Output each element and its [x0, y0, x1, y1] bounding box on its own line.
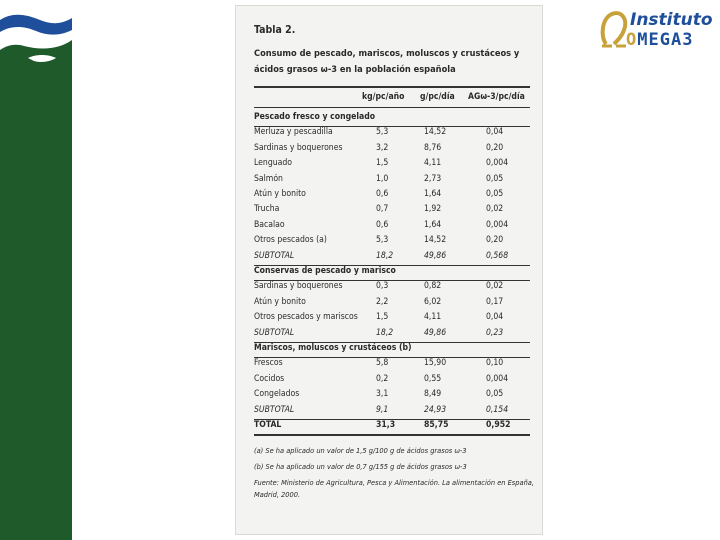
- table-cell: 18,2: [376, 327, 394, 338]
- table-cell: Trucha: [254, 204, 280, 215]
- logo-text-instituto: Instituto: [630, 10, 713, 30]
- table-row: [254, 127, 530, 142]
- col-header-kg: kg/pc/año: [362, 92, 405, 102]
- table-cell: 0,05: [486, 189, 504, 199]
- table-row: [254, 389, 530, 404]
- table-cell: 0,05: [486, 389, 504, 400]
- rule-section: [254, 357, 530, 358]
- table-cell: 0,2: [376, 373, 389, 384]
- logo-text-omega-o: O: [626, 30, 638, 50]
- table-cell: Otros pescados (a): [254, 235, 327, 246]
- wave-logo-icon: [0, 0, 72, 80]
- table-cell: 0,004: [486, 219, 509, 230]
- col-header-ag: AGω-3/pc/día: [468, 92, 525, 102]
- table-row: [254, 220, 530, 235]
- table-row: [254, 143, 530, 158]
- table-cell: 85,75: [424, 420, 449, 430]
- table-cell: 3,1: [376, 389, 389, 400]
- table-cell: 49,86: [424, 327, 447, 338]
- table-cell: 0,20: [486, 142, 504, 153]
- table-row: [254, 312, 530, 327]
- table-cell: 14,52: [424, 235, 447, 246]
- table-cell: Cocidos: [254, 373, 285, 384]
- table-cell: 1,5: [376, 312, 389, 323]
- table-cell: 0,82: [424, 281, 442, 292]
- table-cell: 0,7: [376, 204, 389, 215]
- rule-subtotal: [254, 342, 530, 343]
- table-cell: Pescado fresco y congelado: [254, 112, 376, 122]
- table-cell: 14,52: [424, 127, 447, 138]
- table-cell: 0,004: [486, 158, 509, 169]
- table-cell: 31,3: [376, 420, 396, 430]
- table-cell: 0,004: [486, 373, 509, 384]
- logo-text-omega-3: 3: [682, 30, 694, 50]
- rule-section: [254, 126, 530, 127]
- table-cell: 6,02: [424, 296, 442, 307]
- table-cell: 0,04: [486, 127, 504, 138]
- total-row: [254, 420, 530, 435]
- table-cell: 0,3: [376, 281, 389, 292]
- table-row: [254, 174, 530, 189]
- table-cell: Salmón: [254, 173, 283, 184]
- section-header: [254, 112, 530, 127]
- section-header: [254, 343, 530, 358]
- table-cell: Merluza y pescadilla: [254, 127, 333, 138]
- subtotal-row: [254, 405, 530, 420]
- table-cell: Atún y bonito: [254, 189, 306, 199]
- footnote: (a) Se ha aplicado un valor de 1,5 g/100 g de ácidos grasos ω-3: [254, 446, 467, 456]
- table-cell: 4,11: [424, 312, 442, 323]
- table-cell: 0,20: [486, 235, 504, 246]
- subtotal-row: [254, 328, 530, 343]
- table-cell: 49,86: [424, 250, 447, 261]
- table-row: [254, 358, 530, 373]
- table-cell: SUBTOTAL: [254, 250, 295, 261]
- table-cell: Frescos: [254, 358, 283, 369]
- table-cell: SUBTOTAL: [254, 404, 295, 415]
- green-sidebar: [0, 0, 72, 540]
- table-cell: 0,6: [376, 189, 389, 199]
- table-cell: 15,90: [424, 358, 447, 369]
- table-cell: TOTAL: [254, 420, 282, 430]
- rule-top: [254, 86, 530, 88]
- table-row: [254, 235, 530, 250]
- omega-logo-icon: [600, 8, 628, 50]
- table-cell: 0,04: [486, 312, 504, 323]
- table-cell: 9,1: [376, 404, 389, 415]
- table-cell: Bacalao: [254, 219, 285, 230]
- table-cell: 0,952: [486, 420, 511, 430]
- table-cell: 0,17: [486, 296, 504, 307]
- table-cell: 1,64: [424, 189, 442, 199]
- table-cell: Congelados: [254, 389, 300, 400]
- table-cell: 1,64: [424, 219, 442, 230]
- table-cell: 0,10: [486, 358, 504, 369]
- table-cell: 2,2: [376, 296, 389, 307]
- table-cell: SUBTOTAL: [254, 327, 295, 338]
- table-cell: 8,49: [424, 389, 442, 400]
- table-cell: 0,23: [486, 327, 504, 338]
- table-cell: 5,3: [376, 235, 389, 246]
- table-caption: Consumo de pescado, mariscos, moluscos y crustáceos y ácidos grasos ω-3 en la población española: [254, 48, 520, 75]
- table-row: [254, 204, 530, 219]
- table-row: [254, 374, 530, 389]
- table-cell: 8,76: [424, 142, 442, 153]
- instituto-omega3-logo: [600, 6, 712, 52]
- section-header: [254, 266, 530, 281]
- table-cell: 0,55: [424, 373, 442, 384]
- table-cell: 24,93: [424, 404, 447, 415]
- table-cell: 2,73: [424, 173, 442, 184]
- footnote: Fuente: Ministerio de Agricultura, Pesca y Alimentación. La alimentación en España, Madrid, 2000.: [254, 478, 534, 500]
- table-cell: 5,8: [376, 358, 389, 369]
- table-cell: Sardinas y boquerones: [254, 142, 343, 153]
- table-title: Tabla 2.: [254, 24, 296, 36]
- table-cell: 0,6: [376, 219, 389, 230]
- table-cell: 4,11: [424, 158, 442, 169]
- col-header-g: g/pc/día: [420, 92, 455, 102]
- table-row: [254, 297, 530, 312]
- table-cell: 0,154: [486, 404, 509, 415]
- rule-total: [254, 434, 530, 436]
- table-row: [254, 189, 530, 204]
- table-cell: Otros pescados y mariscos: [254, 312, 358, 323]
- subtotal-row: [254, 251, 530, 266]
- footnote: (b) Se ha aplicado un valor de 0,7 g/155 g de ácidos grasos ω-3: [254, 462, 467, 472]
- table-cell: Sardinas y boquerones: [254, 281, 343, 292]
- table-cell: 1,0: [376, 173, 389, 184]
- table-cell: Atún y bonito: [254, 296, 306, 307]
- table-cell: 1,92: [424, 204, 442, 215]
- rule-subtotal: [254, 265, 530, 266]
- table-cell: 3,2: [376, 142, 389, 153]
- table-cell: 0,568: [486, 250, 509, 261]
- table-cell: 1,5: [376, 158, 389, 169]
- scanned-table-page: [236, 6, 542, 534]
- logo-text-omega: [626, 30, 693, 50]
- table-cell: 0,02: [486, 281, 504, 292]
- table-cell: 18,2: [376, 250, 394, 261]
- table-cell: Lenguado: [254, 158, 293, 169]
- table-row: [254, 281, 530, 296]
- table-row: [254, 158, 530, 173]
- logo-text-omega-rest: MEGA: [637, 30, 683, 50]
- table-cell: Conservas de pescado y marisco: [254, 266, 396, 276]
- table-cell: 0,02: [486, 204, 504, 215]
- table-cell: Mariscos, moluscos y crustáceos (b): [254, 343, 412, 353]
- rule-header: [254, 107, 530, 108]
- rule-subtotal: [254, 419, 530, 420]
- table-cell: 5,3: [376, 127, 389, 138]
- table-cell: 0,05: [486, 173, 504, 184]
- rule-section: [254, 280, 530, 281]
